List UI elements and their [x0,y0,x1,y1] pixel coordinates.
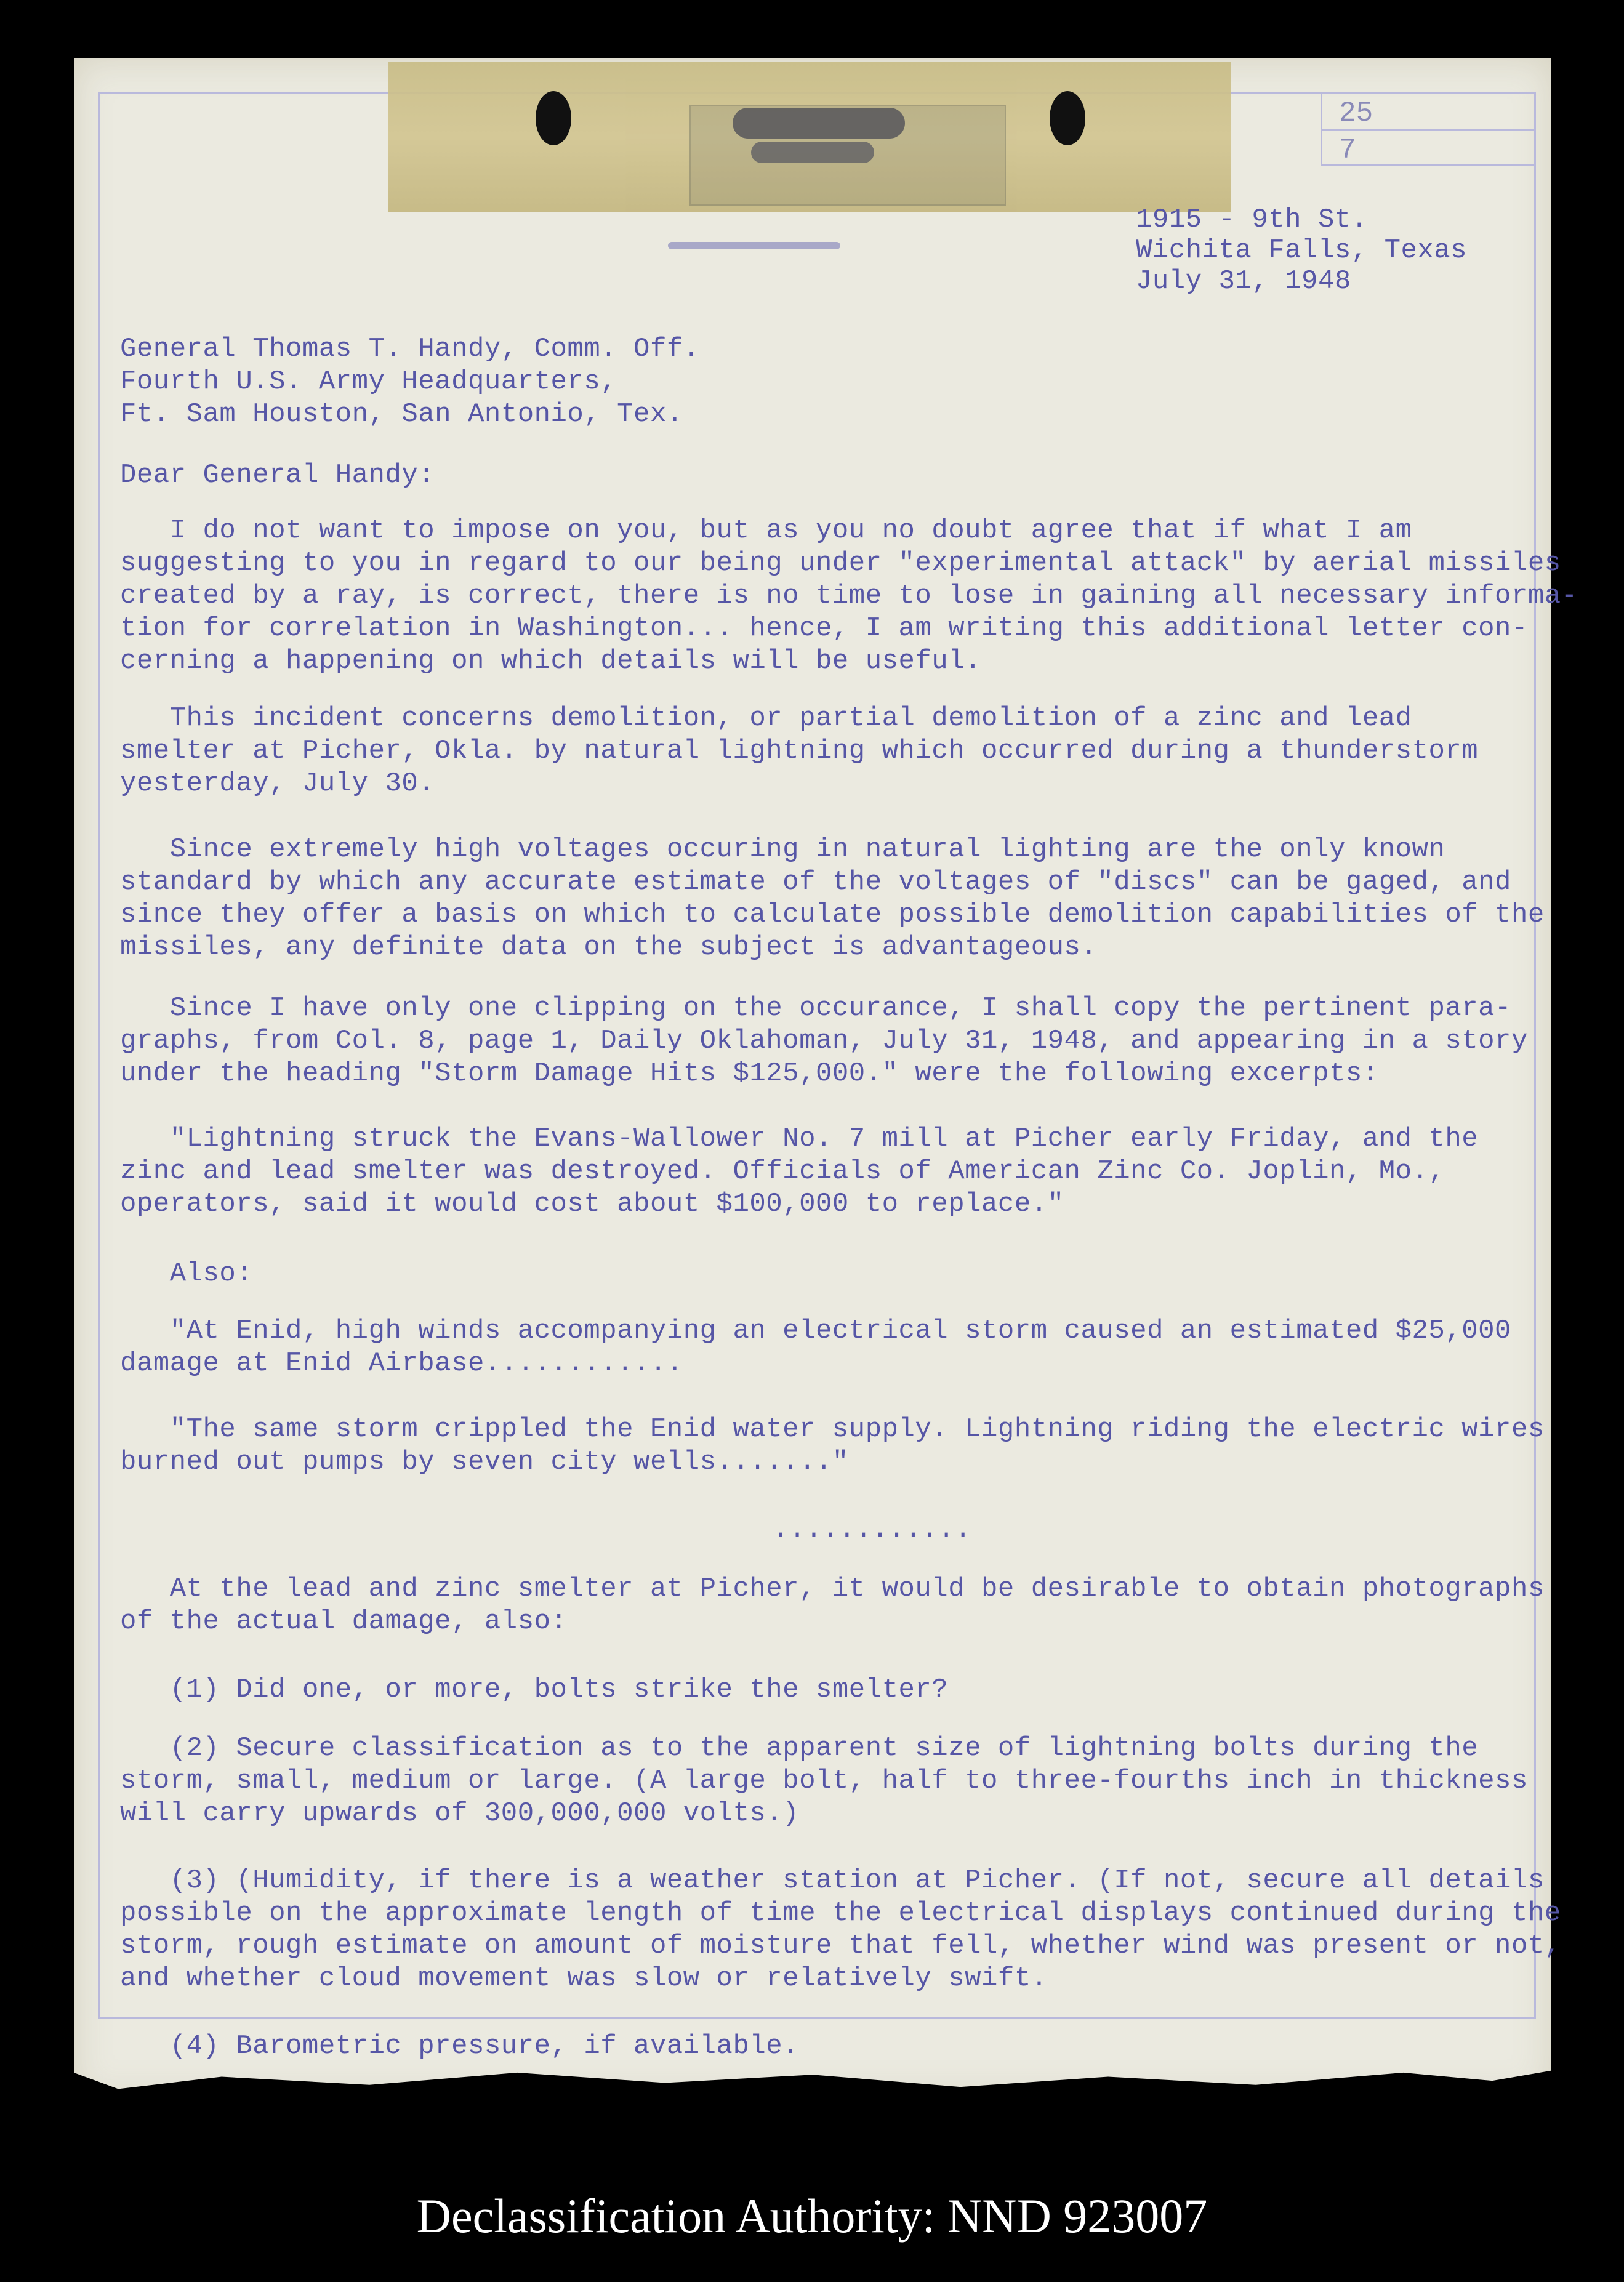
salutation: Dear General Handy: [120,460,435,491]
quote-1-line: "Lightning struck the Evans-Wallower No. 7 mill at Picher early Friday, and the [120,1123,1479,1154]
punch-hole [536,91,571,145]
header-box-bottom-number: 7 [1339,134,1356,166]
paragraph-1-line: suggesting to you in regard to our being under "experimental attack" by aerial missiles [120,548,1561,579]
sender-address-line: July 31, 1948 [1136,266,1351,297]
redaction-smudge [751,142,874,163]
list-item-1-line: (1) Did one, or more, bolts strike the smelter? [120,1674,949,1705]
paragraph-4-line: under the heading "Storm Damage Hits $125,000." were the following excerpts: [120,1058,1379,1089]
paragraph-4-line: Since I have only one clipping on the occurance, I shall copy the pertinent para- [120,993,1511,1024]
paragraph-1-line: created by a ray, is correct, there is no time to lose in gaining all necessary informa- [120,581,1578,611]
quote-3-line: "The same storm crippled the Enid water supply. Lightning riding the electric wires [120,1414,1545,1445]
quote-3-line: burned out pumps by seven city wells......." [120,1447,849,1477]
paragraph-2-line: smelter at Picher, Okla. by natural lightning which occurred during a thunderstorm [120,736,1479,766]
also-label: Also: [120,1258,253,1289]
paragraph-3-line: Since extremely high voltages occuring in natural lighting are the only known [120,834,1445,865]
recipient-address-line: General Thomas T. Handy, Comm. Off. [120,334,700,364]
paragraph-5-line: of the actual damage, also: [120,1606,568,1637]
quote-1-line: zinc and lead smelter was destroyed. Officials of American Zinc Co. Joplin, Mo., [120,1156,1445,1187]
paragraph-3-line: missiles, any definite data on the subject is advantageous. [120,932,1098,963]
quote-2-line: damage at Enid Airbase............ [120,1348,683,1379]
list-item-2-line: (2) Secure classification as to the apparent size of lightning bolts during the [120,1733,1479,1764]
paragraph-4-line: graphs, from Col. 8, page 1, Daily Oklahoman, July 31, 1948, and appearing in a story [120,1026,1528,1056]
paragraph-5-line: At the lead and zinc smelter at Picher, it would be desirable to obtain photographs [120,1573,1545,1604]
list-item-2-line: will carry upwards of 300,000,000 volts.) [120,1798,800,1829]
sender-address-line: 1915 - 9th St. [1136,204,1368,235]
sender-address-line: Wichita Falls, Texas [1136,235,1468,266]
paragraph-1-line: tion for correlation in Washington... hence, I am writing this additional letter con- [120,613,1528,644]
paragraph-3-line: since they offer a basis on which to calculate possible demolition capabilities of the [120,899,1545,930]
list-item-3-line: (3) (Humidity, if there is a weather station at Picher. (If not, secure all details [120,1865,1545,1896]
paragraph-3-line: standard by which any accurate estimate of the voltages of "discs" can be gaged, and [120,867,1511,898]
paragraph-2-line: This incident concerns demolition, or partial demolition of a zinc and lead [120,703,1412,734]
recipient-address-line: Fourth U.S. Army Headquarters, [120,366,617,397]
list-item-3-line: and whether cloud movement was slow or relatively swift. [120,1963,1048,1994]
declassification-footer: Declassification Authority: NND 923007 [416,2189,1208,2243]
faint-mark [668,242,840,249]
header-box-divider [1321,129,1536,131]
list-item-3-line: possible on the approximate length of time the electrical displays continued during the [120,1898,1561,1929]
header-box-top-number: 25 [1339,97,1373,129]
quote-2-line: "At Enid, high winds accompanying an electrical storm caused an estimated $25,000 [120,1316,1511,1346]
quote-1-line: operators, said it would cost about $100,000 to replace." [120,1189,1064,1219]
list-item-3-line: storm, rough estimate on amount of moisture that fell, whether wind was present or not, [120,1930,1561,1961]
redaction-smudge [733,108,905,139]
paragraph-1-line: cerning a happening on which details will be useful. [120,646,982,677]
recipient-address-line: Ft. Sam Houston, San Antonio, Tex. [120,399,683,430]
list-item-4-line: (4) Barometric pressure, if available. [120,2031,800,2062]
paragraph-2-line: yesterday, July 30. [120,768,435,799]
punch-hole [1050,91,1085,145]
paragraph-1-line: I do not want to impose on you, but as you no doubt agree that if what I am [120,515,1412,546]
list-item-2-line: storm, small, medium or large. (A large bolt, half to three-fourths inch in thickness [120,1766,1528,1796]
separator-dots: ............ [773,1514,971,1545]
